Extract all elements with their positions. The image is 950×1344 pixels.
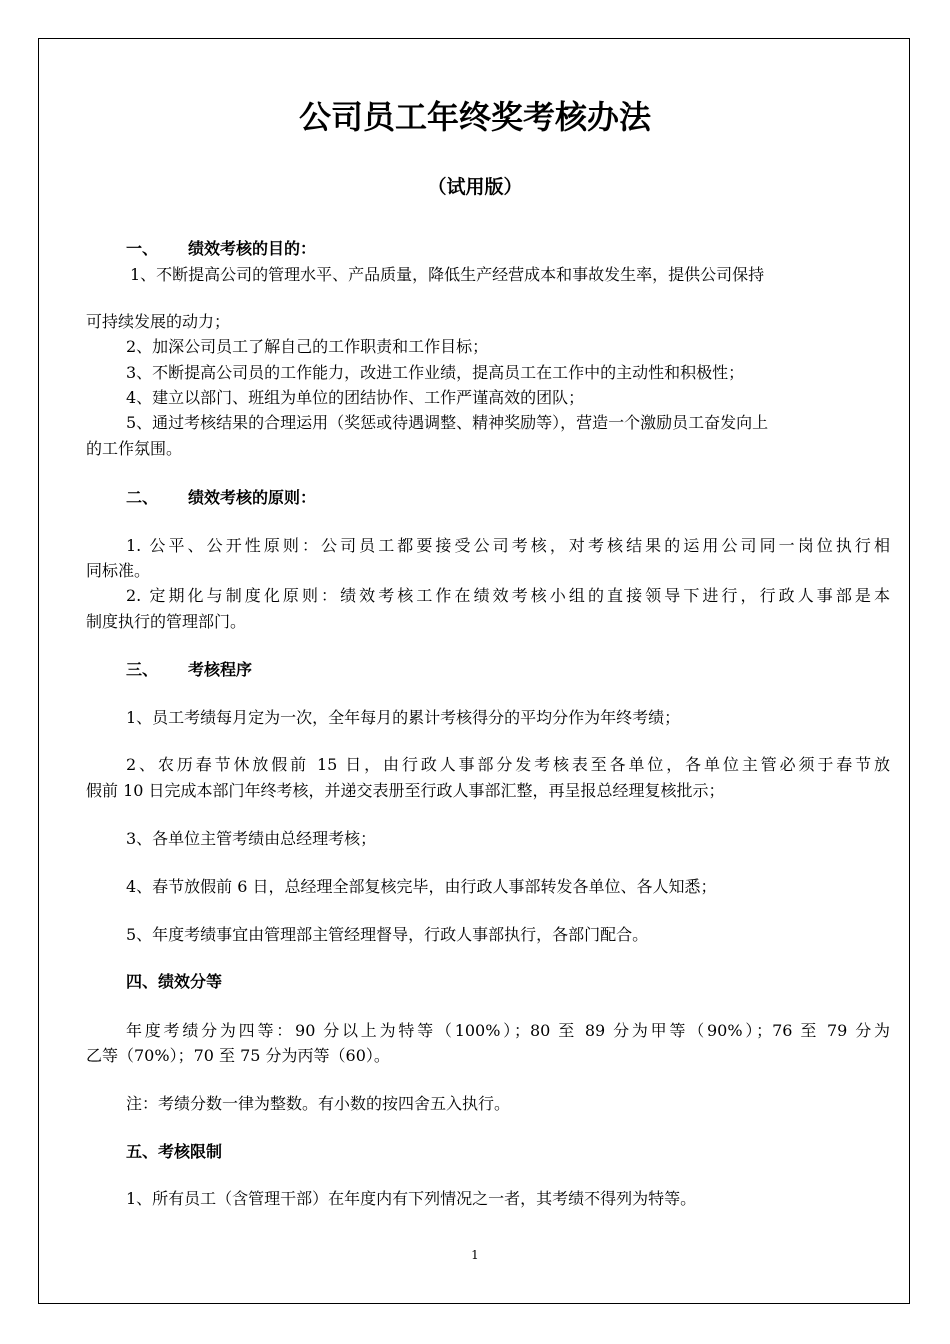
section-1-number: 一、 (126, 239, 159, 258)
document-subtitle: （试用版） (427, 176, 523, 198)
s1-item-1-line-1: 1、不断提高公司的管理水平、产品质量，降低生产经营成本和事故发生率，提供公司保持 (130, 265, 765, 284)
s5-item-1: 1、所有员工（含管理干部）在年度内有下列情况之一者，其考绩不得列为特等。 (126, 1189, 697, 1208)
section-2-title: 绩效考核的原则： (188, 488, 317, 507)
s4-grading-line-1: 年度考绩分为四等：90 分以上为特等（100%）；80 至 89 分为甲等（90%）；76 至 79 分为 (126, 1021, 890, 1040)
s2-item-1-line-2: 同标准。 (86, 561, 151, 580)
s3-item-1: 1、员工考绩每月定为一次，全年每月的累计考核得分的平均分作为年终考绩； (126, 708, 681, 727)
s1-item-5-line-1: 5、通过考核结果的合理运用（奖惩或待遇调整、精神奖励等），营造一个激励员工奋发向上 (126, 413, 769, 432)
section-5-heading: 五、考核限制 (126, 1142, 223, 1161)
s1-item-1-line-2: 可持续发展的动力； (86, 312, 231, 331)
s2-item-2-line-2: 制度执行的管理部门。 (86, 612, 247, 631)
s4-grading-line-2: 乙等（70%）；70 至 75 分为丙等（60）。 (86, 1046, 390, 1065)
section-1-title: 绩效考核的目的： (188, 239, 317, 258)
section-3-heading (126, 657, 252, 680)
s1-item-3: 3、不断提高公司员的工作能力，改进工作业绩，提高员工在工作中的主动性和积极性； (126, 363, 745, 382)
s1-item-5-line-2: 的工作氛围。 (86, 439, 183, 458)
section-4-heading: 四、绩效分等 (126, 972, 223, 991)
page-number: 1 (471, 1248, 479, 1262)
s4-note: 注：考绩分数一律为整数。有小数的按四舍五入执行。 (126, 1094, 511, 1113)
s1-item-4: 4、建立以部门、班组为单位的团结协作、工作严谨高效的团队； (126, 388, 585, 407)
s2-item-2-line-1: 2. 定期化与制度化原则：绩效考核工作在绩效考核小组的直接领导下进行，行政人事部是本 (126, 586, 890, 605)
section-2-number: 二、 (126, 488, 159, 507)
section-3-title: 考核程序 (188, 660, 253, 679)
document-title: 公司员工年终奖考核办法 (298, 98, 651, 136)
s2-item-1-line-1: 1. 公平、公开性原则：公司员工都要接受公司考核，对考核结果的运用公司同一岗位执行相 (126, 536, 890, 555)
section-3-number: 三、 (126, 660, 159, 679)
s3-item-2-line-2: 假前 10 日完成本部门年终考核，并递交表册至行政人事部汇整，再呈报总经理复核批示； (86, 781, 725, 800)
s3-item-4: 4、春节放假前 6 日，总经理全部复核完毕，由行政人事部转发各单位、各人知悉； (126, 877, 717, 896)
s3-item-5: 5、年度考绩事宜由管理部主管经理督导，行政人事部执行，各部门配合。 (126, 925, 649, 944)
s3-item-3: 3、各单位主管考绩由总经理考核； (126, 829, 377, 848)
s3-item-2-line-1: 2、农历春节休放假前 15 日，由行政人事部分发考核表至各单位，各单位主管必须于春节放 (126, 755, 890, 774)
s1-item-2: 2、加深公司员工了解自己的工作职责和工作目标； (126, 337, 489, 356)
section-1-heading (126, 236, 316, 259)
section-2-heading (126, 485, 316, 508)
